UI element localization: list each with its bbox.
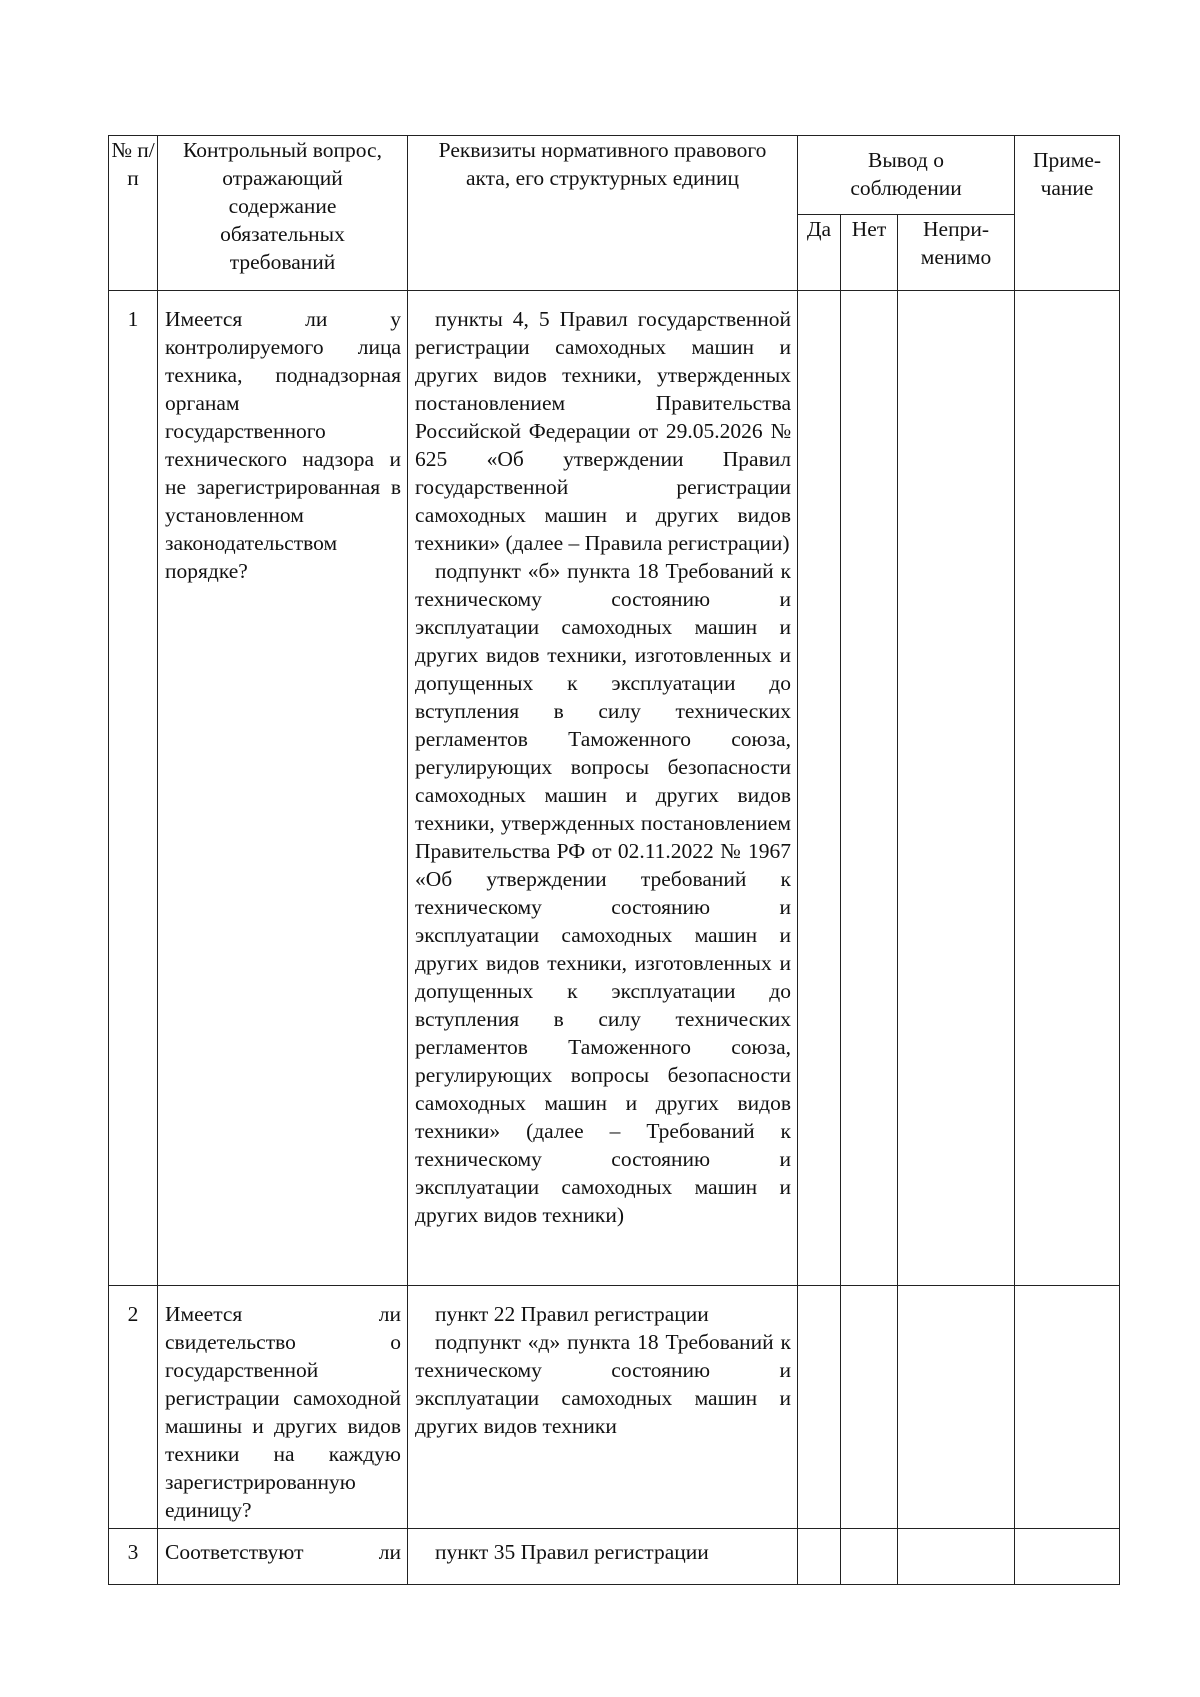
- compliance-checklist-table: [108, 135, 1120, 1585]
- answer-yes-cell[interactable]: [798, 1529, 841, 1585]
- header-note: [1015, 136, 1120, 291]
- header-no-label: Нет: [851, 217, 887, 241]
- reference-paragraph: подпункт «б» пункта 18 Требований к техническому состоянию и эксплуатации самоходных машин и других видов техники, изготовленных и допущенных к эксплуатации до вступления в силу технических регламентов Таможенного союза, регулирующих вопросы безопасности самоходных машин и других видов техники, утвержденных постановлением Правительства РФ от 02.11.2022 № 1967 «Об утверждении требований к техническому состоянию и эксплуатации самоходных машин и других видов техники, изготовленных и допущенных к эксплуатации до вступления в силу технических регламентов Таможенного союза, регулирующих вопросы безопасности самоходных машин и других видов техники» (далее – Требований к техническому состоянию и эксплуатации самоходных машин и других видов техники): [415, 559, 791, 1227]
- header-question: [158, 136, 408, 291]
- header-no: [841, 215, 898, 291]
- row-reference: [408, 1286, 798, 1529]
- header-reference-label: Реквизиты нормативного правового акта, его структурных единиц: [438, 138, 767, 190]
- row-number: 1: [109, 291, 158, 1286]
- row-question: Имеется ли свидетельство о государственной регистрации самоходной машины и других видов техники на каждую зарегистрированную единицу?: [158, 1286, 408, 1529]
- row-question: Имеется ли у контролируемого лица техника, поднадзорная органам государственного технического надзора и не зарегистрированная в установленном законодательством порядке?: [158, 291, 408, 1286]
- reference-paragraph: пункт 22 Правил регистрации: [435, 1302, 709, 1326]
- answer-no-cell[interactable]: [841, 291, 898, 1286]
- row-number: 2: [109, 1286, 158, 1529]
- row-reference: [408, 1529, 798, 1585]
- header-reference: [408, 136, 798, 291]
- header-yes: [798, 215, 841, 291]
- answer-not-applicable-cell[interactable]: [898, 1529, 1015, 1585]
- header-not-applicable-label: Непри- менимо: [920, 217, 992, 269]
- reference-paragraph: пункты 4, 5 Правил государственной регистрации самоходных машин и других видов техники, утвержденных постановлением Правительства Российской Федерации от 29.05.2026 № 625 «Об утверждении Правил государственной регистрации самоходных машин и других видов техники» (далее – Правила регистрации): [415, 307, 791, 555]
- answer-yes-cell[interactable]: [798, 1286, 841, 1529]
- header-question-label: Контрольный вопрос, отражающий содержание обязательных требований: [183, 138, 382, 274]
- header-number: [109, 136, 158, 291]
- row-question: Соответствуют ли: [158, 1529, 408, 1585]
- answer-not-applicable-cell[interactable]: [898, 1286, 1015, 1529]
- header-not-applicable: [898, 215, 1015, 291]
- answer-no-cell[interactable]: [841, 1286, 898, 1529]
- note-cell[interactable]: [1015, 1286, 1120, 1529]
- row-number: 3: [109, 1529, 158, 1585]
- header-conclusion-label: Вывод о соблюдении: [850, 148, 962, 200]
- table-row: [109, 291, 1120, 1286]
- row-reference: [408, 291, 798, 1286]
- header-number-label: № п/п: [111, 138, 155, 190]
- header-note-label: Приме- чание: [1032, 148, 1102, 200]
- note-cell[interactable]: [1015, 291, 1120, 1286]
- answer-not-applicable-cell[interactable]: [898, 291, 1015, 1286]
- table-row: [109, 1286, 1120, 1529]
- answer-yes-cell[interactable]: [798, 291, 841, 1286]
- header-conclusion: [798, 136, 1015, 215]
- note-cell[interactable]: [1015, 1529, 1120, 1585]
- answer-no-cell[interactable]: [841, 1529, 898, 1585]
- table-row: [109, 1529, 1120, 1585]
- reference-paragraph: подпункт «д» пункта 18 Требований к техническому состоянию и эксплуатации самоходных машин и других видов техники: [415, 1330, 791, 1438]
- reference-paragraph: пункт 35 Правил регистрации: [435, 1540, 709, 1564]
- header-yes-label: Да: [806, 217, 832, 241]
